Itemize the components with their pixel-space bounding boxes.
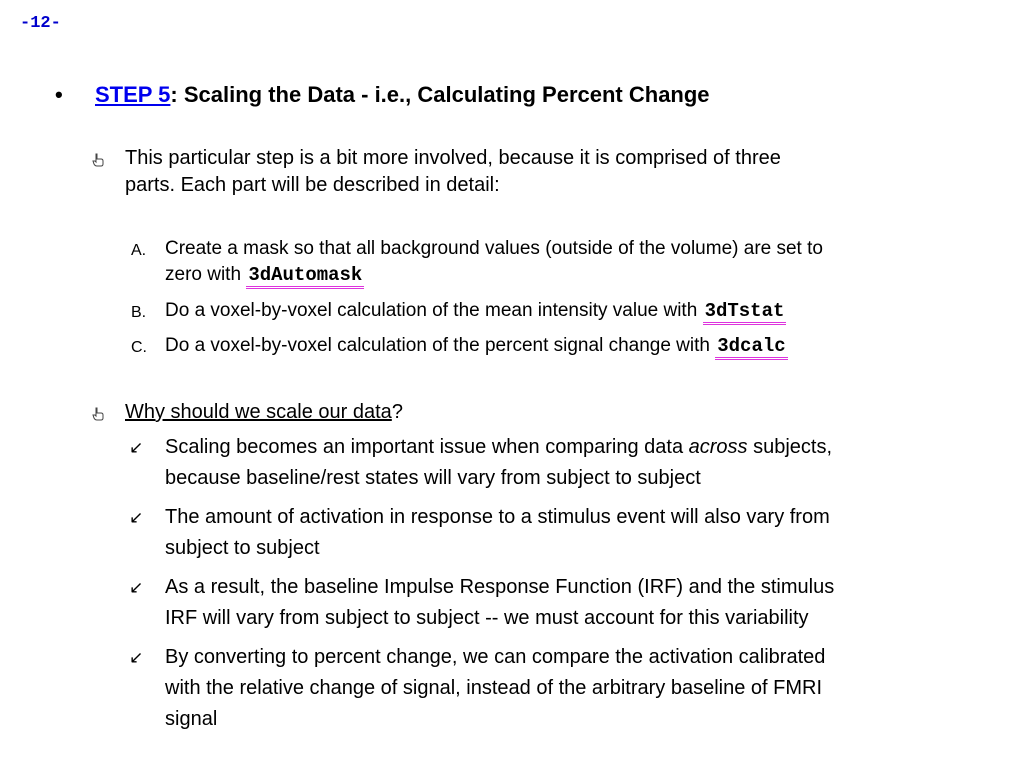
- pointing-hand-icon: [92, 153, 104, 167]
- point-3: [165, 572, 985, 634]
- point-4-line3: signal: [165, 708, 218, 730]
- section2-question-mark: ?: [391, 401, 403, 423]
- step-link[interactable]: STEP 5: [95, 82, 171, 107]
- point-3-line1: As a result, the baseline Impulse Response Function (IRF) and the stimulus: [165, 576, 835, 598]
- pointing-hand-icon: [92, 407, 104, 421]
- item-a-line1: Create a mask so that all background values (outside of the volume) are set to: [165, 238, 823, 259]
- point-1-line1: [165, 432, 985, 463]
- arrow-down-left-icon: ↙: [129, 438, 144, 457]
- heading-colon: :: [170, 82, 178, 107]
- point-1: [165, 432, 985, 494]
- heading-title: Scaling the Data - i.e., Calculating Percent Change: [177, 82, 710, 107]
- section1-line2: parts. Each part will be described in detail:: [125, 174, 500, 196]
- item-c-line: Do a voxel-by-voxel calculation of the percent signal change with: [165, 335, 716, 356]
- item-a-label: A.: [131, 242, 147, 259]
- item-c-text: [165, 333, 788, 359]
- arrow-down-left-icon: ↙: [129, 648, 144, 667]
- item-a-line2-text: zero with: [165, 264, 247, 285]
- item-a-line2: [165, 262, 985, 288]
- item-b-text: [165, 298, 786, 324]
- slide-heading: [55, 82, 710, 108]
- point-4-line2: with the relative change of signal, instead of the arbitrary baseline of FMRI: [165, 677, 823, 699]
- page-number: -12-: [20, 14, 61, 33]
- point-2: [165, 502, 985, 564]
- arrow-down-left-icon: ↙: [129, 508, 144, 527]
- item-b-line: Do a voxel-by-voxel calculation of the mean intensity value with: [165, 300, 703, 321]
- point-4: [165, 642, 985, 735]
- point-1-before: Scaling becomes an important issue when comparing data: [165, 436, 689, 458]
- point-1-after: subjects,: [747, 436, 833, 458]
- section2-question-text: Why should we scale our data: [125, 401, 392, 423]
- bullet-dot-icon: •: [55, 82, 63, 107]
- item-c-label: C.: [131, 339, 147, 356]
- point-2-line1: The amount of activation in response to a stimulus event will also vary from: [165, 506, 830, 528]
- point-4-line1: By converting to percent change, we can compare the activation calibrated: [165, 646, 826, 668]
- arrow-down-left-icon: ↙: [129, 578, 144, 597]
- point-1-italic: across: [688, 436, 748, 458]
- section2-question: [125, 399, 403, 426]
- point-2-line2: subject to subject: [165, 537, 320, 559]
- section1-line1: This particular step is a bit more involved, because it is comprised of three: [125, 147, 781, 169]
- item-a-text: [165, 236, 985, 288]
- code-3dcalc: 3dcalc: [715, 335, 787, 360]
- code-3dtstat: 3dTstat: [703, 300, 787, 325]
- point-3-line2: IRF will vary from subject to subject -- we must account for this variability: [165, 607, 809, 629]
- point-1-line2: because baseline/rest states will vary from subject to subject: [165, 467, 701, 489]
- item-b-label: B.: [131, 304, 147, 321]
- code-3dautomask: 3dAutomask: [246, 264, 364, 289]
